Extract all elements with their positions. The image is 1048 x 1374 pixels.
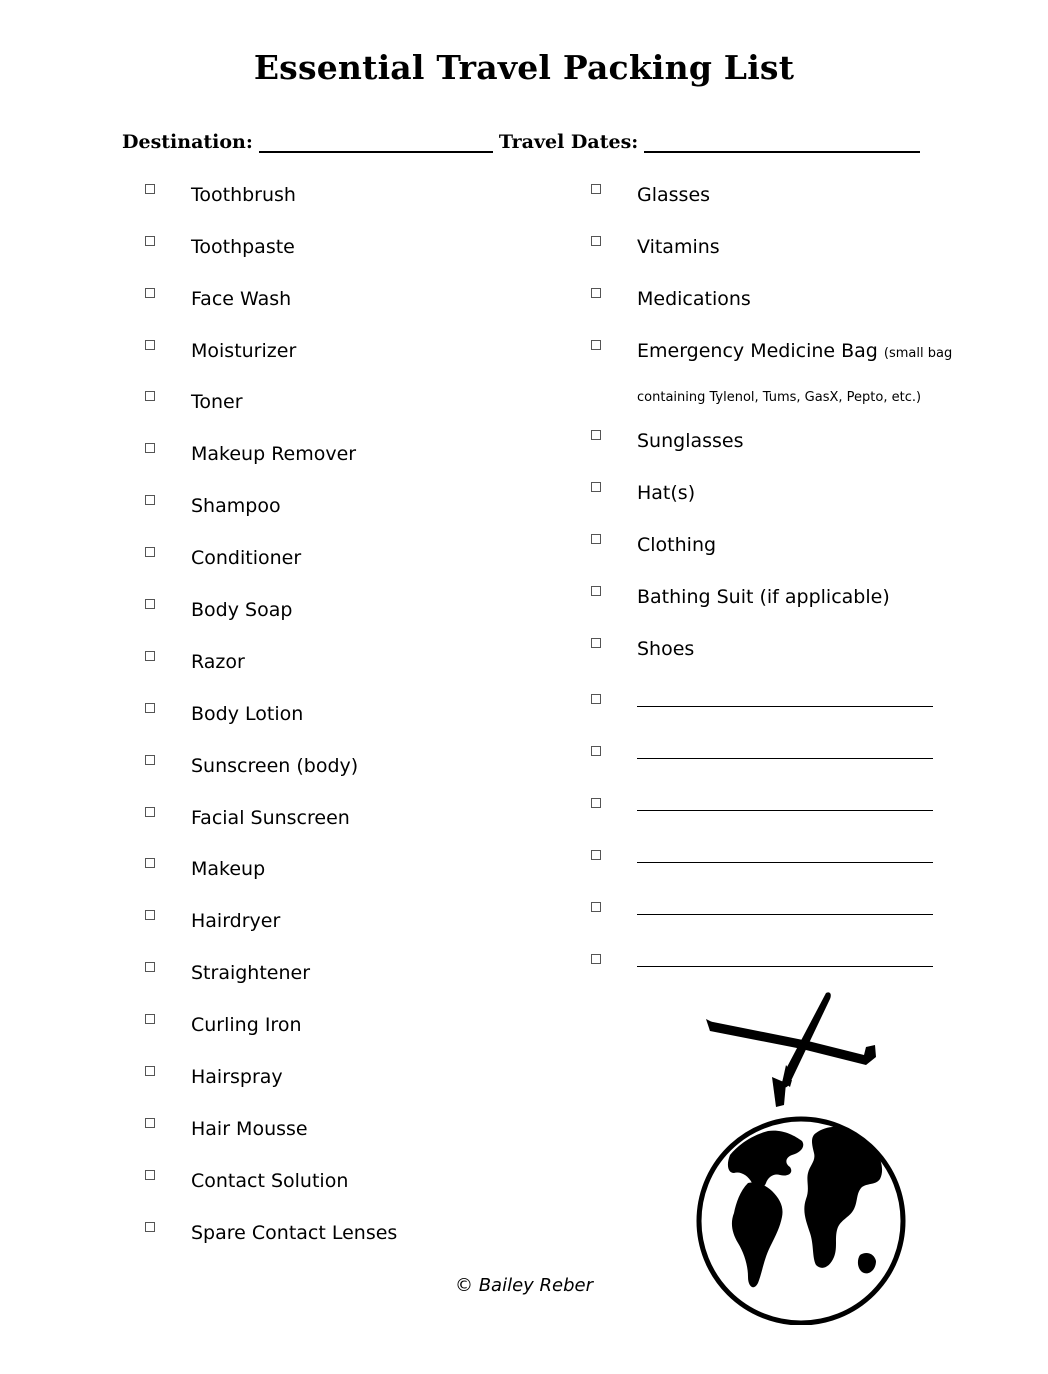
checkbox-icon[interactable] [145, 703, 155, 713]
checkbox-icon[interactable] [591, 184, 601, 194]
airplane-icon [706, 992, 876, 1107]
checkbox-icon[interactable] [145, 391, 155, 401]
checkbox-icon[interactable] [145, 651, 155, 661]
checkbox-icon[interactable] [145, 1066, 155, 1076]
travel-illustration [690, 985, 910, 1325]
checkbox-icon[interactable] [145, 858, 155, 868]
checkbox-icon[interactable] [145, 495, 155, 505]
blank-line[interactable] [637, 706, 933, 707]
checkbox-icon[interactable] [591, 288, 601, 298]
travel-dates-field[interactable] [644, 131, 920, 153]
checkbox-icon[interactable] [591, 746, 601, 756]
checkbox-icon[interactable] [591, 586, 601, 596]
checkbox-icon[interactable] [591, 482, 601, 492]
blank-line[interactable] [637, 862, 933, 863]
checkbox-icon[interactable] [145, 1222, 155, 1232]
checkbox-icon[interactable] [145, 236, 155, 246]
travel-dates-label: Travel Dates: [498, 131, 639, 153]
checkbox-icon[interactable] [145, 1118, 155, 1128]
checkbox-icon[interactable] [591, 430, 601, 440]
destination-field[interactable] [259, 131, 493, 153]
checkbox-icon[interactable] [145, 1170, 155, 1180]
checkbox-icon[interactable] [145, 910, 155, 920]
checkbox-icon[interactable] [591, 798, 601, 808]
checkbox-icon[interactable] [145, 599, 155, 609]
checkbox-icon[interactable] [145, 184, 155, 194]
checkbox-icon[interactable] [145, 962, 155, 972]
emergency-bag-label: Emergency Medicine Bag [637, 340, 878, 362]
trip-fields [122, 131, 942, 153]
checkbox-icon[interactable] [145, 1014, 155, 1024]
checkbox-icon[interactable] [591, 236, 601, 246]
checkbox-icon[interactable] [145, 443, 155, 453]
emergency-bag-note-cont: containing Tylenol, Tums, GasX, Pepto, etc.) [637, 390, 922, 405]
page-title: Essential Travel Packing List [253, 48, 795, 87]
checkbox-icon[interactable] [591, 954, 601, 964]
blank-line[interactable] [637, 914, 933, 915]
checkbox-icon[interactable] [145, 288, 155, 298]
checkbox-icon[interactable] [591, 340, 601, 350]
checkbox-icon[interactable] [591, 850, 601, 860]
checkbox-icon[interactable] [591, 902, 601, 912]
checkbox-icon[interactable] [591, 638, 601, 648]
checkbox-icon[interactable] [145, 340, 155, 350]
checkbox-icon[interactable] [145, 547, 155, 557]
emergency-bag-note: (small bag [883, 346, 953, 361]
checkbox-icon[interactable] [145, 807, 155, 817]
checkbox-icon[interactable] [591, 534, 601, 544]
blank-line[interactable] [637, 758, 933, 759]
blank-line[interactable] [637, 810, 933, 811]
blank-line[interactable] [637, 966, 933, 967]
checkbox-icon[interactable] [145, 755, 155, 765]
checkbox-icon[interactable] [591, 694, 601, 704]
destination-label: Destination: [122, 131, 253, 153]
copyright: © Bailey Reber [454, 1275, 594, 1296]
